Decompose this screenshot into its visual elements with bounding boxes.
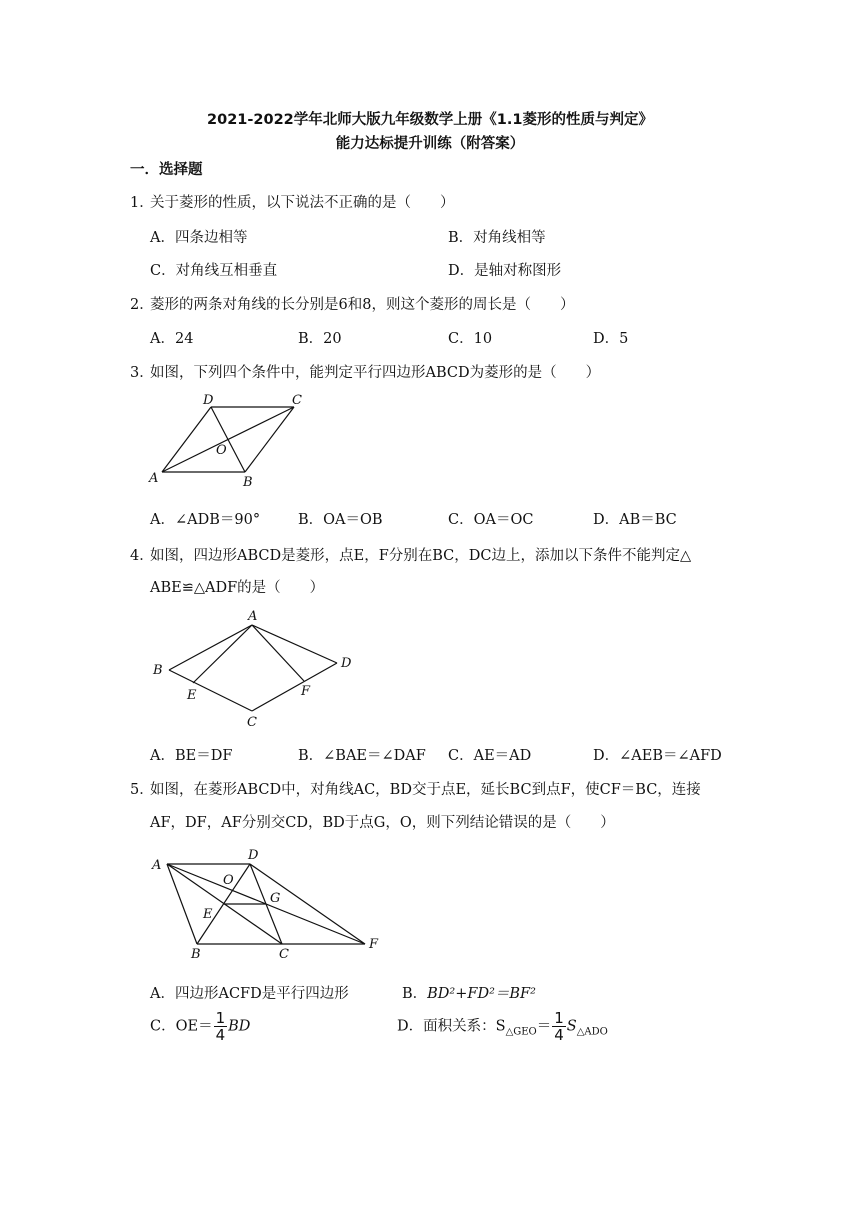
q2-option-b: B．20: [298, 331, 342, 347]
question-3-number: 3．: [130, 365, 154, 381]
q4-label-e: E: [187, 688, 197, 703]
q3-option-c: C．OA＝OC: [448, 512, 534, 528]
q5-c-numerator: 1: [215, 1009, 226, 1027]
q2-option-d: D．5: [593, 331, 629, 347]
q5-option-b: [402, 982, 536, 1003]
q5-d-numerator: 1: [554, 1009, 564, 1027]
question-2-number: 2．: [130, 297, 154, 313]
document-subtitle: 能力达标提升训练（附答案）: [335, 136, 525, 152]
q5-option-b-prefix: B．: [402, 986, 428, 1002]
q3-option-b: B．OA＝OB: [298, 512, 383, 528]
q5-option-c-fraction: [214, 1010, 228, 1043]
q5-label-o: O: [223, 873, 234, 888]
section-heading: 一．选择题: [130, 162, 203, 178]
q5-label-f: F: [369, 937, 379, 952]
q1-option-b: B．对角线相等: [448, 230, 546, 246]
question-5-text-line1: 如图，在菱形ABCD中，对角线AC，BD交于点E，延长BC到点F，使CF＝BC，连接: [150, 782, 701, 798]
q5-option-d-fraction: [552, 1010, 566, 1043]
q5-figure: [145, 840, 390, 965]
q4-label-a: A: [248, 609, 258, 624]
q5-option-c-suffix: BD: [228, 1018, 251, 1035]
q5-option-b-formula: BD²+FD²＝BF²: [427, 986, 536, 1002]
q4-option-d: D．∠AEB＝∠AFD: [593, 748, 722, 764]
q4-figure: [145, 604, 365, 730]
q4-option-c: C．AE＝AD: [448, 748, 532, 764]
document-title: 2021-2022学年北师大版九年级数学上册《1.1菱形的性质与判定》: [207, 112, 653, 128]
q3-label-c: C: [292, 393, 302, 408]
q2-option-a: A．24: [150, 331, 194, 347]
q5-label-e: E: [203, 907, 213, 922]
q3-figure: [140, 388, 320, 488]
q3-label-o: O: [216, 443, 227, 458]
question-5-number: 5．: [130, 782, 154, 798]
question-2-text: 菱形的两条对角线的长分别是6和8，则这个菱形的周长是（ ）: [150, 297, 575, 313]
q1-option-d: D．是轴对称图形: [448, 263, 562, 279]
question-4-text-line2: ABE≌△ADF的是（ ）: [150, 580, 325, 596]
q4-label-c: C: [247, 715, 257, 730]
question-3-text: 如图，下列四个条件中，能判定平行四边形ABCD为菱形的是（ ）: [150, 365, 601, 381]
q4-label-b: B: [153, 663, 163, 678]
q5-label-d: D: [248, 848, 259, 863]
q5-option-d-s: S: [566, 1018, 577, 1035]
q5-option-c-prefix: C．OE＝: [150, 1018, 213, 1035]
q4-option-b: B．∠BAE＝∠DAF: [298, 748, 426, 764]
q5-d-denominator: 4: [554, 1026, 564, 1044]
q3-option-a: A．∠ADB＝90°: [150, 512, 261, 528]
question-1-text: 关于菱形的性质，以下说法不正确的是（ ）: [150, 195, 455, 211]
q5-option-a: A．四边形ACFD是平行四边形: [150, 986, 349, 1002]
q3-label-a: A: [149, 471, 159, 486]
q5-label-g: G: [270, 891, 281, 906]
q3-option-d: D．AB＝BC: [593, 512, 677, 528]
q5-option-d-prefix: D．面积关系：S: [397, 1018, 506, 1035]
q5-label-b: B: [191, 947, 201, 962]
q3-label-b: B: [243, 475, 253, 488]
question-1-number: 1．: [130, 195, 154, 211]
q5-option-d-sub2: △ADO: [576, 1026, 608, 1038]
q1-option-c: C．对角线互相垂直: [150, 263, 278, 279]
q4-label-d: D: [341, 656, 352, 671]
q5-option-c: [150, 1010, 250, 1043]
question-4-text-line1: 如图，四边形ABCD是菱形，点E，F分别在BC，DC边上，添加以下条件不能判定△: [150, 548, 692, 564]
q2-option-c: C．10: [448, 331, 493, 347]
q3-label-d: D: [203, 393, 214, 408]
q5-option-d-eq: ＝: [536, 1018, 552, 1035]
q5-option-d: [397, 1010, 608, 1043]
q5-option-d-sub1: △GEO: [505, 1026, 537, 1038]
q5-label-c: C: [279, 947, 289, 962]
q5-label-a: A: [152, 858, 162, 873]
question-4-number: 4．: [130, 548, 154, 564]
question-5-text-line2: AF，DF，AF分别交CD，BD于点G，O，则下列结论错误的是（ ）: [150, 815, 615, 831]
q4-label-f: F: [301, 684, 311, 699]
q1-option-a: A．四条边相等: [150, 230, 248, 246]
q4-option-a: A．BE＝DF: [150, 748, 233, 764]
q5-c-denominator: 4: [215, 1026, 226, 1044]
